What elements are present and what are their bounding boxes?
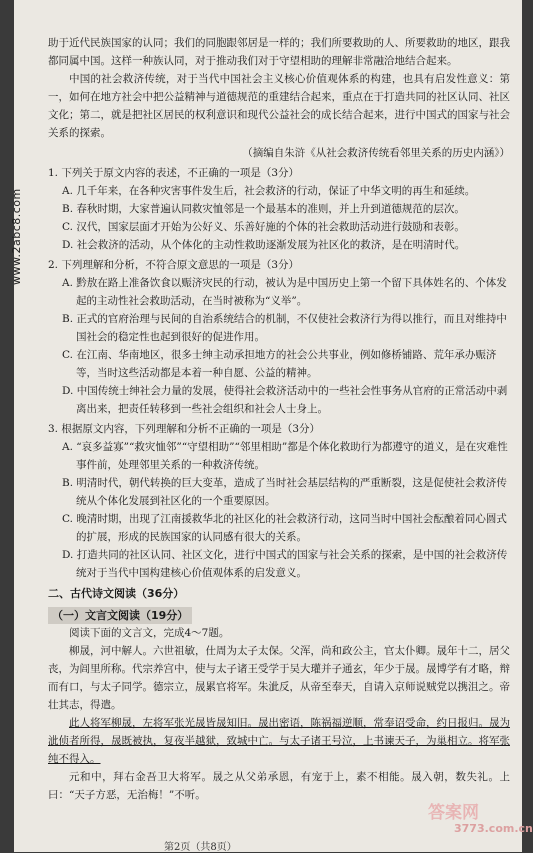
question-1-option-d: D. 社会救济的活动，从个体化的主动性救助逐渐发展为社区化的救济，是在明清时代。 — [62, 239, 466, 251]
question-3-option-d: D. 打造共同的社区认同、社区文化，进行中国式的国家与社会关系的探索，是中国的社会救济传统对于当代中国构建核心价值观体系的启发意义。 — [62, 549, 508, 579]
classical-text-paragraph-1: 柳晟，河中解人。六世祖敏，仕周为太子太保。父浑，尚和政公主，官太仆卿。晟年十二，居父丧，为闾里所称。代宗养宫中，使与太子诸王受学于吴大瓘并子通玄，年少于晟。晟博学有才略，辩而有口，与太子同学。德宗立，晟累官将军。朱泚反，从帝至奉天，自请入京师说贼党以携沮之。帝壮其志，得遣。 — [48, 645, 510, 711]
side-watermark-url: www.2abc8.com — [10, 188, 23, 285]
classical-text-paragraph-2: 此人将军柳晟，左将军张光晟皆晟知旧。晟出密语，陈祸福逆顺，常奉诏受命，约日报归。晟为泚侦者所得，晟既被执，复夜半越狱，致城中亡。与太子诸王号泣，上书谏天子，为巢相立。将军张纯不得入。 — [48, 717, 510, 765]
question-2-option-c: C. 在江南、华南地区，很多士绅主动承担地方的社会公共事业，例如修桥铺路、荒年承办赈济等，当时这些活动都是本着一种自愿、公益的精神。 — [62, 349, 497, 379]
watermark-url: 3773.com.cn — [454, 822, 533, 835]
question-3-stem: 3. 根据原文内容，下列理解和分析不正确的一项是（3分） — [48, 423, 321, 435]
section-2-heading: 二、古代诗文阅读（36分） — [48, 587, 185, 600]
question-3-option-b: B. 明清时代，朝代转换的巨大变革，造成了当时社会基层结构的严重断裂，这是促使社会救济传统从个体化发展到社区化的一个重要原因。 — [62, 477, 507, 507]
source-citation: （摘编自朱浒《从社会救济传统看邻里关系的历史内涵》） — [242, 147, 510, 159]
intro-paragraph-1: 助于近代民族国家的认同；我们的同胞跟邻居是一样的；我们所要救助的人、所要救助的地区，跟我都同属中国。这样一种族认同，对于推动我们对于守望相助的理解非常融洽地结合起来。 — [48, 37, 510, 67]
classical-text-paragraph-3: 元和中，拜右金吾卫大将军。晟之从父弟承恩，有宠于上，素不相能。晟入朝，数失礼。上曰：“天子方恶，无治梅！”不听。 — [48, 771, 510, 801]
watermark-logo: 答案网 — [428, 803, 479, 823]
question-1-option-a: A. 几千年来，在各种灾害事件发生后，社会救济的行动，保证了中华文明的再生和延续。 — [62, 185, 476, 197]
question-1-option-b: B. 春秋时期，大家普遍认同救灾恤邻是一个最基本的准则，并上升到道德规范的层次。 — [62, 203, 465, 215]
question-2-option-a: A. 黔敖在路上准备饮食以赈济灾民的行动，被认为是中国历史上第一个留下具体姓名的、个体发起的主动性社会救助活动，在当时被称为“义举”。 — [62, 277, 507, 307]
subsection-classical-heading: （一）文言文阅读（19分） — [48, 607, 192, 624]
intro-paragraph-2: 中国的社会救济传统，对于当代中国社会主义核心价值观体系的构建，也具有启发性意义：第一，如何在地方社会中把公益精神与道德规范的重建结合起来，重点在于打造共同的社区认同、社区文化；第二，就是把社区居民的权利意识和现代公益社会的成长结合起来，进行中国式的国家与社会关系的探索。 — [48, 73, 510, 139]
question-2-option-d: D. 中国传统士绅社会力量的发展，使得社会救济活动中的一些社会性事务从官府的正常活动中剥离出来，把责任转移到一些社会组织和社会人士身上。 — [62, 385, 508, 415]
question-1-stem: 1. 下列关于原文内容的表述，不正确的一项是（3分） — [48, 167, 300, 179]
page-footer: 第2页（共8页） — [164, 842, 237, 853]
exam-page — [10, 0, 533, 853]
question-2-stem: 2. 下列理解和分析，不符合原文意思的一项是（3分） — [48, 259, 300, 271]
question-2-option-b: B. 正式的官府治理与民间的自治系统结合的机制，不仅使社会救济行为得以推行，而且对维持中国社会的稳定性也起到很好的促进作用。 — [62, 313, 507, 343]
reading-instruction: 阅读下面的文言文，完成4～7题。 — [69, 627, 230, 639]
question-3-option-a: A. “哀多益寡”“救灾恤邻”“守望相助”“邻里相助”都是个体化救助行为都遵守的道义，是在灾难性事件前，处理邻里关系的一种救济传统。 — [62, 441, 508, 471]
question-3-option-c: C. 晚清时期，出现了江南援救华北的社区化的社会救济行动，这同当时中国社会酝酿着同心圆式的扩展，形成的民族国家的认同感有很大的关系。 — [62, 513, 507, 543]
question-1-option-c: C. 汉代，国家层面才开始为公好义、乐善好施的个体的社会救助活动进行鼓励和表彰。 — [62, 221, 465, 233]
